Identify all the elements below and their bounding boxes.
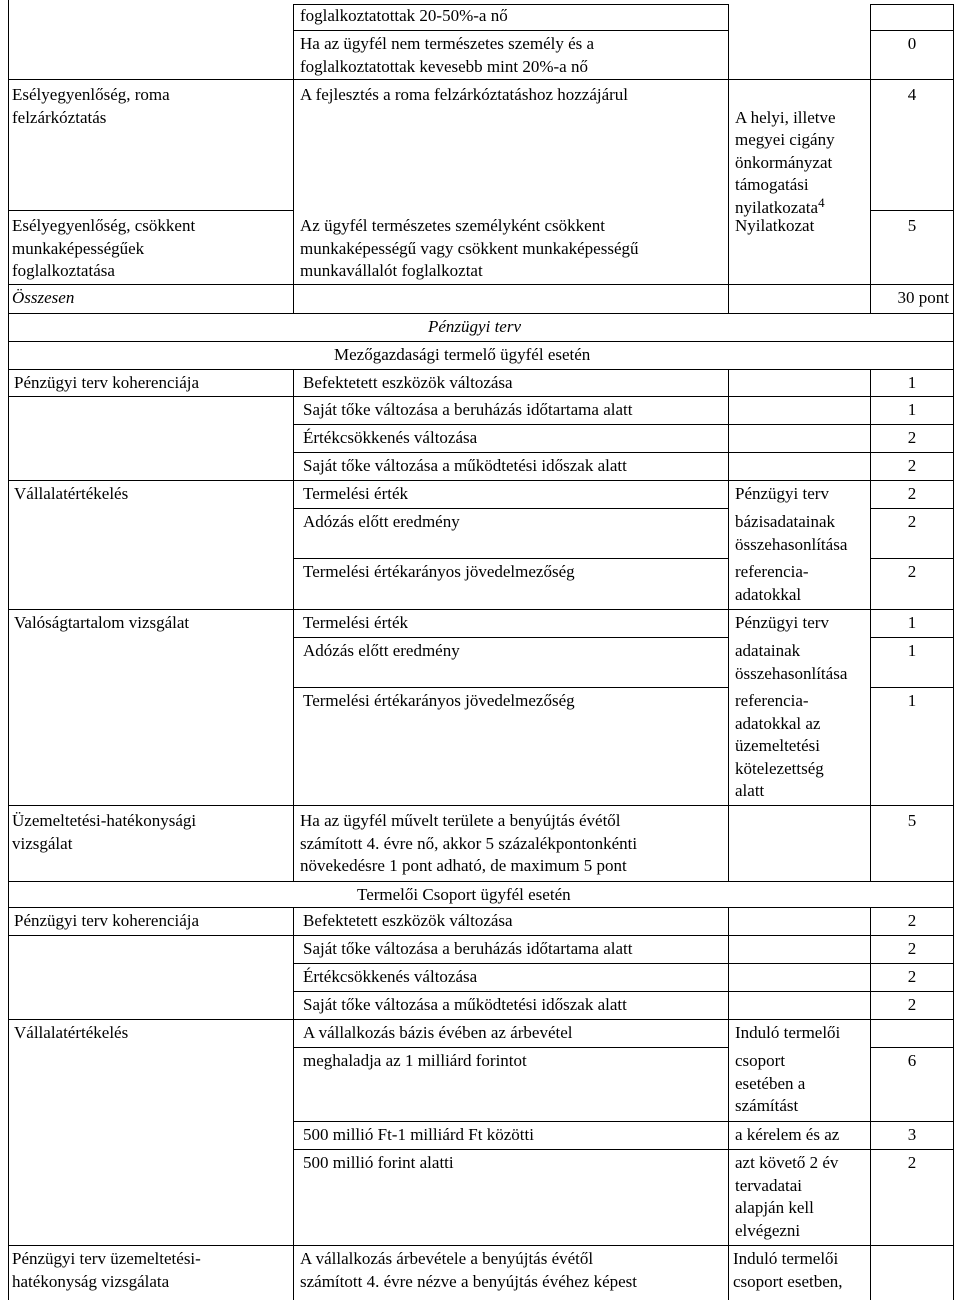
group-heading: Termelői Csoport ügyfél esetén	[357, 885, 571, 904]
points-cell: 2	[907, 512, 917, 531]
points-cell: 2	[907, 562, 917, 581]
condition-cell: Befektetett eszközök változása	[303, 373, 513, 392]
condition-cell: Az ügyfél természetes személyként csökkent munkaképességű vagy csökkent munkaképességű munkavállalót foglalkoztat	[300, 216, 639, 280]
condition-cell: Saját tőke változása a beruházás időtartama alatt	[303, 400, 633, 419]
points-cell: 1	[907, 613, 917, 632]
condition-cell: foglalkoztatottak 20-50%-a nő	[300, 6, 508, 25]
source-cell: Induló termelői	[735, 1023, 841, 1042]
points-cell: 2	[907, 484, 917, 503]
points-cell: 5	[907, 216, 917, 235]
points-cell: 1	[907, 373, 917, 392]
condition-cell: Értékcsökkenés változása	[303, 428, 478, 447]
condition-cell: Befektetett eszközök változása	[303, 911, 513, 930]
total-label: Összesen	[12, 288, 75, 307]
criterion-cell: Pénzügyi terv üzemeltetési- hatékonyság vizsgálata	[12, 1249, 201, 1291]
total-points: 30 pont	[897, 288, 949, 307]
points-cell: 0	[907, 34, 917, 53]
condition-cell: Termelési értékarányos jövedelmezőség	[303, 691, 575, 710]
source-cell: Induló termelői csoport esetben,	[733, 1249, 843, 1291]
points-cell: 2	[907, 995, 917, 1014]
source-cell: adatainak összehasonlítása	[735, 641, 848, 683]
points-cell: 2	[907, 911, 917, 930]
condition-cell: Értékcsökkenés változása	[303, 967, 478, 986]
condition-cell: A vállalkozás bázis évében az árbevétel	[303, 1023, 573, 1042]
condition-cell: Saját tőke változása a működtetési időszak alatt	[303, 995, 627, 1014]
criterion-cell: Pénzügyi terv koherenciája	[14, 911, 200, 930]
criterion-cell: Esélyegyenlőség, roma felzárkóztatás	[12, 85, 170, 127]
source-cell: Pénzügyi terv	[735, 613, 829, 632]
condition-cell: Termelési érték	[303, 484, 409, 503]
footnote-marker: 4	[818, 194, 825, 210]
source-cell: bázisadatainak összehasonlítása	[735, 512, 848, 554]
points-cell: 2	[907, 428, 917, 447]
criterion-cell: Vállalatértékelés	[14, 484, 129, 503]
points-cell: 3	[907, 1125, 917, 1144]
points-cell: 1	[907, 400, 917, 419]
agri-heading: Mezőgazdasági termelő ügyfél esetén	[334, 345, 591, 364]
condition-cell: Termelési érték	[303, 613, 409, 632]
condition-cell: Adózás előtt eredmény	[303, 641, 460, 660]
condition-cell: Saját tőke változása a beruházás időtartama alatt	[303, 939, 633, 958]
points-cell: 2	[907, 939, 917, 958]
condition-cell: Termelési értékarányos jövedelmezőség	[303, 562, 575, 581]
criterion-cell: Pénzügyi terv koherenciája	[14, 373, 200, 392]
points-cell: 6	[907, 1051, 917, 1070]
source-cell: csoport esetében a számítást	[735, 1051, 806, 1115]
source-cell: a kérelem és az	[735, 1125, 840, 1144]
condition-cell: 500 millió Ft-1 milliárd Ft közötti	[303, 1125, 534, 1144]
source-cell: referencia- adatokkal az üzemeltetési kötelezettség alatt	[735, 691, 824, 800]
condition-cell: Ha az ügyfél nem természetes személy és a foglalkoztatottak kevesebb mint 20%-a nő	[300, 34, 595, 76]
points-cell: 2	[907, 456, 917, 475]
criterion-cell: Vállalatértékelés	[14, 1023, 129, 1042]
condition-cell: Adózás előtt eredmény	[303, 512, 460, 531]
criterion-cell: Valóságtartalom vizsgálat	[14, 613, 190, 632]
points-cell: 2	[907, 1153, 917, 1172]
criterion-cell: Üzemeltetési-hatékonysági vizsgálat	[12, 811, 197, 853]
source-cell: Nyilatkozat	[735, 216, 815, 235]
criterion-cell: Esélyegyenlőség, csökkent munkaképességűek foglalkoztatása	[12, 216, 196, 280]
source-text: A helyi, illetve megyei cigány önkormányzat támogatási nyilatkozata	[735, 107, 836, 217]
condition-cell: 500 millió forint alatti	[303, 1153, 454, 1172]
points-cell: 5	[907, 811, 917, 830]
condition-cell: A fejlesztés a roma felzárkóztatáshoz hozzájárul	[300, 85, 629, 104]
points-cell: 2	[907, 967, 917, 986]
condition-cell: Saját tőke változása a működtetési időszak alatt	[303, 456, 627, 475]
source-cell	[735, 84, 868, 219]
points-cell: 1	[907, 641, 917, 660]
points-cell: 1	[907, 691, 917, 710]
source-cell: azt követő 2 év tervadatai alapján kell elvégezni	[735, 1153, 839, 1240]
condition-cell: A vállalkozás árbevétele a benyújtás évétől számított 4. évre nézve a benyújtás évéhez képest	[300, 1249, 638, 1291]
source-cell: Pénzügyi terv	[735, 484, 829, 503]
condition-cell: Ha az ügyfél művelt területe a benyújtás évétől számított 4. évre nő, akkor 5 százalékpontonkénti növekedésre 1 pont adható, de maximum 5 pont	[300, 811, 638, 875]
source-cell: referencia- adatokkal	[735, 562, 809, 604]
section-title: Pénzügyi terv	[428, 317, 521, 336]
condition-cell: meghaladja az 1 milliárd forintot	[303, 1051, 527, 1070]
points-cell: 4	[907, 85, 917, 104]
